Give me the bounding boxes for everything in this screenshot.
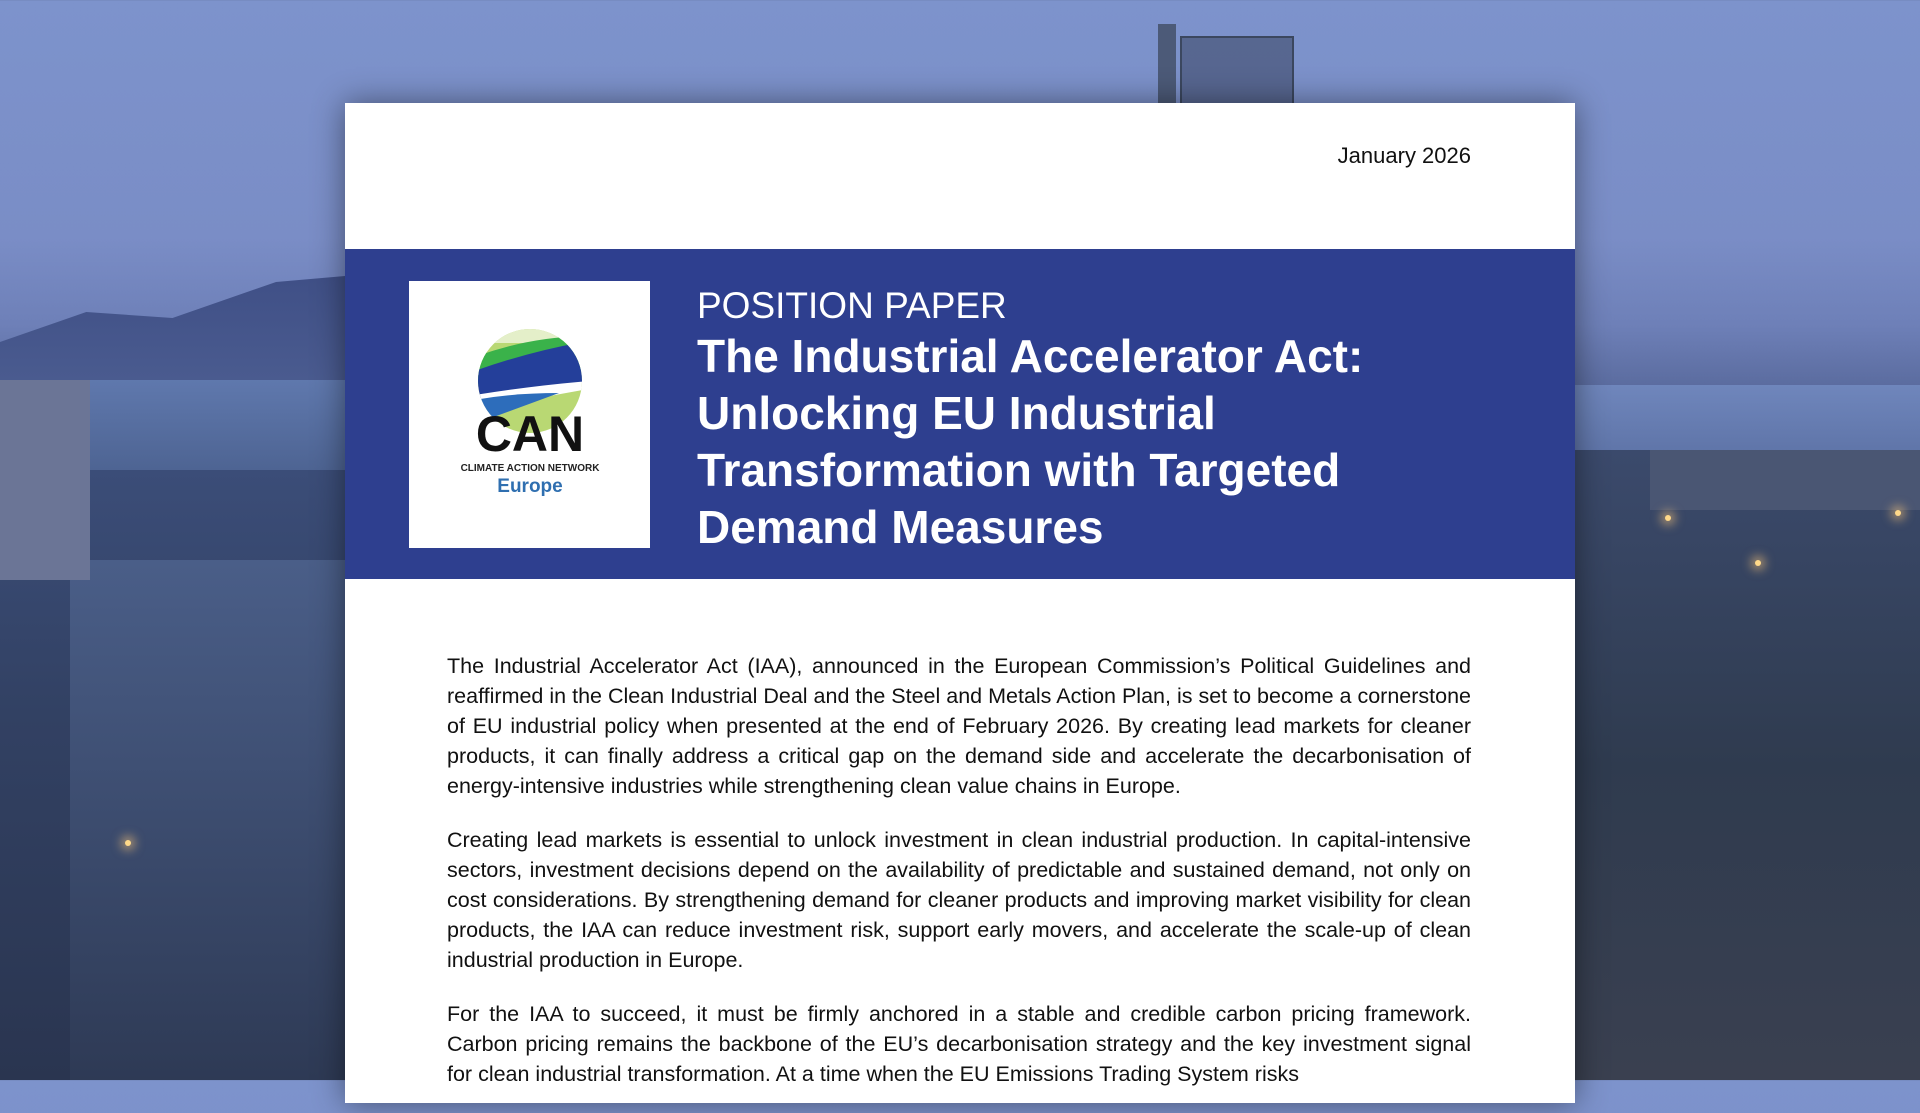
background-light — [1665, 515, 1671, 521]
svg-text:Europe: Europe — [497, 476, 563, 497]
background-chimney — [1158, 24, 1176, 104]
can-europe-logo — [409, 281, 650, 548]
background-industrial-site — [1575, 450, 1920, 1080]
document-type: POSITION PAPER — [697, 285, 1007, 326]
background-mountains — [0, 270, 345, 390]
svg-text:CLIMATE ACTION NETWORK: CLIMATE ACTION NETWORK — [460, 463, 600, 474]
document-page — [345, 103, 1575, 1103]
background-roof — [1650, 450, 1920, 510]
background-light — [125, 840, 131, 846]
paragraph: For the IAA to succeed, it must be firmly anchored in a stable and credible carbon pricing framework. Carbon pricing remains the backbone of the EU’s decarbonisation strategy and the key investment signal for clean industrial transformation. At a time when the EU Emissions Trading System risks — [447, 1002, 1471, 1086]
background-light — [1755, 560, 1761, 566]
title-banner — [345, 249, 1575, 579]
document-date: January 2026 — [1337, 143, 1471, 168]
paragraph: Creating lead markets is essential to unlock investment in clean industrial production. In capital-intensive sectors, investment decisions depend on the availability of predictable and sustained demand, not only on cost considerations. By strengthening demand for cleaner products and improving market visibility for clean products, the IAA can reduce investment risk, support early movers, and accelerate the scale-up of clean industrial production in Europe. — [447, 828, 1471, 972]
background-light — [1895, 510, 1901, 516]
background-apartment-tower — [0, 380, 90, 580]
background-industrial-building — [70, 560, 345, 1080]
logo-text: CAN — [475, 406, 585, 462]
document-body — [447, 651, 1471, 1113]
document-title: The Industrial Accelerator Act: Unlocking EU Industrial Transformation with Targeted Demand Measures — [697, 330, 1364, 553]
paragraph: The Industrial Accelerator Act (IAA), announced in the European Commission’s Political Guidelines and reaffirmed in the Clean Industrial Deal and the Steel and Metals Action Plan, is set to become a cornerstone of EU industrial policy when presented at the end of February 2026. By creating lead markets for cleaner products, it can finally address a critical gap on the demand side and accelerate the decarbonisation of energy-intensive industries while strengthening clean value chains in Europe. — [447, 654, 1471, 798]
background-steel-frame — [1180, 36, 1294, 108]
